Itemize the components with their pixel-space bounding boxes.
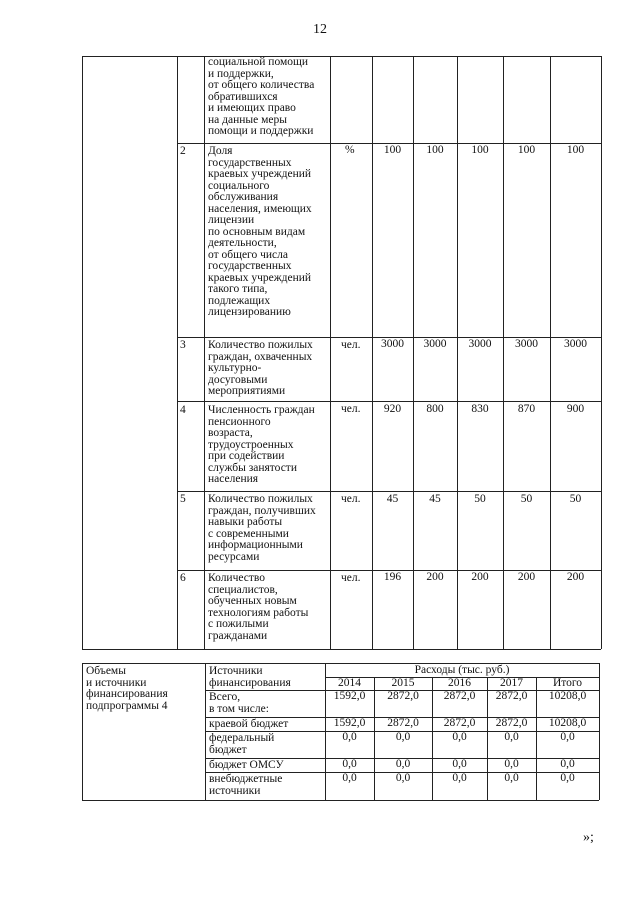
indicator-value-total: 50 (569, 493, 582, 505)
indicator-value-2017: 50 (520, 493, 533, 505)
financing-value-2015: 2872,0 (387, 690, 419, 702)
indicator-value-2014: 920 (383, 403, 402, 415)
indicator-unit: чел. (341, 339, 361, 351)
indicator-value-2016: 100 (471, 144, 489, 156)
indicator-value-2016: 830 (471, 403, 489, 415)
financing-row-label: краевой бюджет (209, 718, 289, 730)
financing-row-label: федеральный бюджет (209, 732, 275, 756)
indicator-text: Количество пожилых граждан, охваченных культурно- досуговыми мероприятиями (208, 339, 313, 397)
indicator-value-2017: 3000 (515, 338, 538, 350)
financing-value-2016: 2872,0 (443, 717, 476, 729)
indicator-value-total: 200 (566, 571, 585, 583)
financing-value-2017: 0,0 (504, 772, 519, 784)
year-2014: 2014 (338, 677, 361, 689)
year-2016: 2016 (448, 677, 471, 689)
indicator-value-2016: 50 (474, 493, 486, 505)
financing-value-total: 0,0 (560, 772, 575, 784)
indicator-value-total: 100 (566, 144, 585, 156)
page-number: 12 (313, 22, 327, 37)
indicator-value-2014: 3000 (381, 338, 404, 350)
financing-value-2014: 0,0 (342, 758, 357, 770)
financing-value-2015: 0,0 (395, 772, 411, 784)
closing-quote-mark: »; (583, 830, 594, 845)
financing-value-2016: 0,0 (452, 758, 467, 770)
financing-value-total: 10208,0 (548, 717, 587, 729)
indicator-value-2014: 45 (386, 493, 399, 505)
indicator-value-2015: 45 (429, 493, 441, 505)
financing-value-total: 10208,0 (548, 690, 587, 702)
indicator-number: 3 (180, 339, 186, 351)
year-2017: 2017 (500, 677, 523, 689)
financing-value-2015: 2872,0 (387, 717, 419, 729)
indicator-text: Доля государственных краевых учреждений социального обслуживания населения, имеющих лицензии по основным видам деятельности, от общего числа государственных краевых учреждений такого типа, подлежащих лицензированию (208, 145, 312, 318)
financing-value-2014: 0,0 (342, 772, 357, 784)
financing-value-total: 0,0 (560, 758, 575, 770)
indicator-number: 4 (180, 404, 186, 416)
indicator-value-2017: 870 (517, 403, 536, 415)
year-2015: 2015 (391, 677, 415, 689)
indicator-text: социальной помощи и поддержки, от общего количества обратившихся и имеющих право на данные меры помощи и поддержки (208, 56, 315, 137)
indicator-text: Численность граждан пенсионного возраста, трудоустроенных при содействии службы занятости населения (208, 404, 315, 485)
financing-value-2016: 0,0 (452, 731, 467, 743)
financing-value-2017: 0,0 (504, 731, 519, 743)
indicator-value-total: 3000 (564, 338, 587, 350)
indicator-unit: чел. (341, 572, 361, 584)
indicator-value-2014: 100 (383, 144, 402, 156)
indicator-value-2017: 100 (517, 144, 536, 156)
financing-value-2015: 0,0 (395, 758, 411, 770)
indicator-value-2015: 3000 (423, 338, 447, 350)
indicator-number: 2 (180, 145, 186, 157)
financing-value-2014: 1592,0 (333, 690, 366, 702)
financing-value-2014: 0,0 (342, 731, 357, 743)
indicator-value-2014: 196 (383, 571, 402, 583)
financing-value-2017: 2872,0 (495, 690, 528, 702)
indicator-value-2017: 200 (517, 571, 536, 583)
indicator-value-2015: 100 (426, 144, 444, 156)
indicator-value-2016: 200 (471, 571, 489, 583)
indicator-text: Количество специалистов, обученных новым технологиям работы с пожилыми гражданами (208, 572, 309, 642)
financing-row-label: бюджет ОМСУ (209, 759, 284, 771)
indicator-number: 5 (180, 493, 186, 505)
indicator-number: 6 (180, 572, 186, 584)
financing-value-2016: 2872,0 (443, 690, 476, 702)
expenses-header: Расходы (тыс. руб.) (414, 664, 510, 676)
financing-left-label: Объемы и источники финансирования подпрограммы 4 (86, 665, 168, 712)
indicator-value-2015: 200 (426, 571, 444, 583)
financing-row-label: Всего, в том числе: (209, 691, 269, 715)
indicator-value-2016: 3000 (468, 338, 492, 350)
financing-row-label: внебюджетные источники (209, 773, 283, 797)
indicator-unit: чел. (341, 403, 361, 415)
financing-value-2016: 0,0 (452, 772, 467, 784)
indicator-value-total: 900 (566, 403, 585, 415)
financing-value-2014: 1592,0 (333, 717, 366, 729)
sources-header: Источники финансирования (209, 665, 291, 689)
year-total: Итого (552, 677, 583, 689)
financing-value-total: 0,0 (560, 731, 575, 743)
indicator-unit: чел. (341, 493, 361, 505)
financing-value-2017: 2872,0 (495, 717, 528, 729)
indicator-text: Количество пожилых граждан, получивших навыки работы с современными информационными ресурсами (208, 493, 316, 563)
financing-value-2017: 0,0 (504, 758, 519, 770)
financing-value-2015: 0,0 (395, 731, 411, 743)
indicator-unit: % (345, 144, 355, 156)
indicator-value-2015: 800 (426, 403, 444, 415)
